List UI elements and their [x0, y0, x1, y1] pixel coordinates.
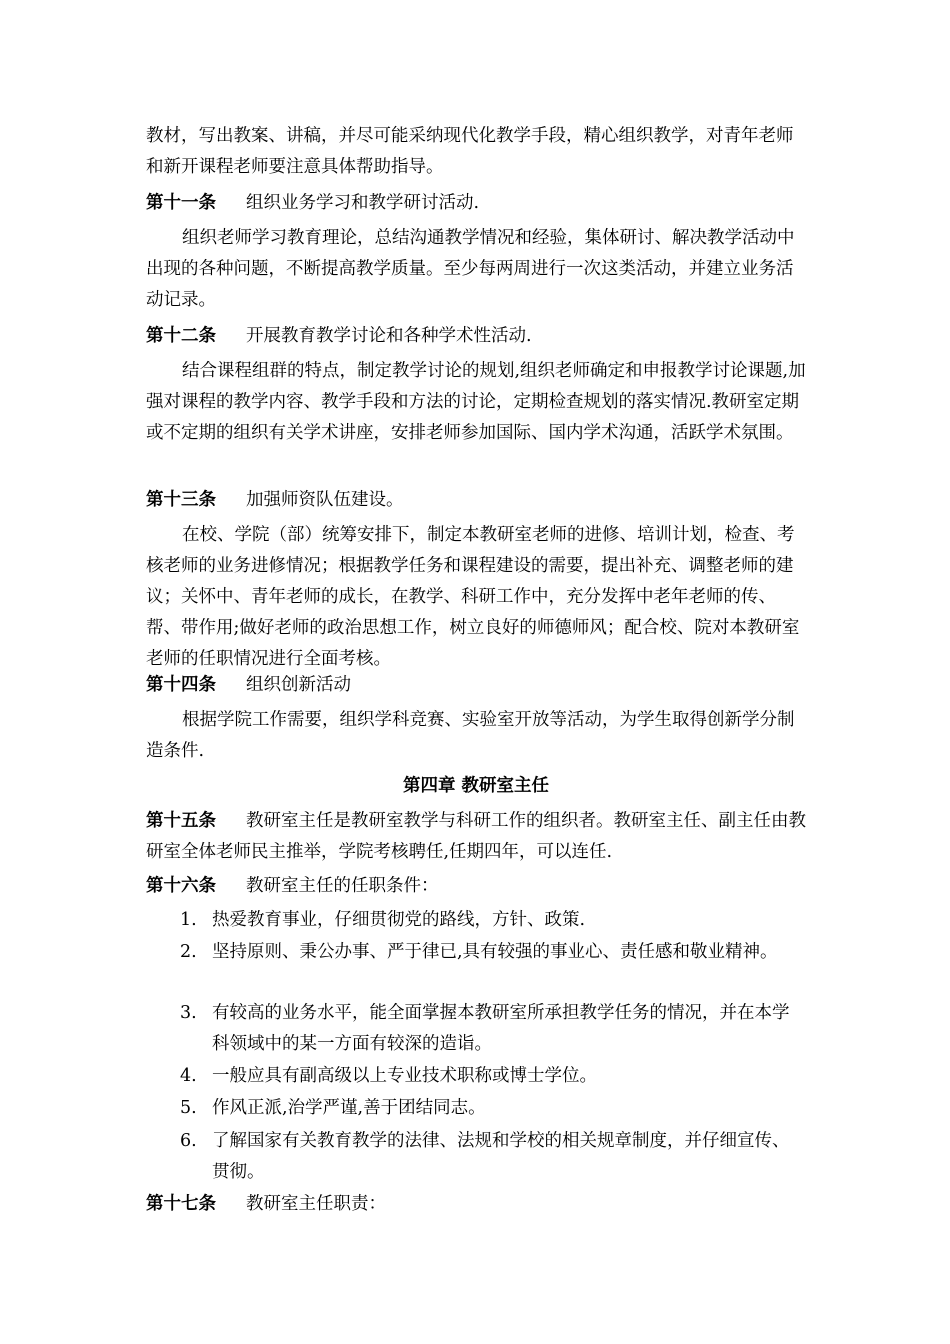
article-14-body: 根据学院工作需要，组织学科竞赛、实验室开放等活动，为学生取得创新学分制造条件. [146, 710, 795, 761]
list-item-text: 坚持原则、秉公办事、严于律已,具有较强的事业心、责任感和敬业精神。 [212, 942, 778, 962]
list-item [180, 998, 806, 1060]
article-14-heading [146, 670, 806, 701]
list-item-text: 热爱教育事业，仔细贯彻党的路线，方针、政策. [212, 910, 586, 930]
list-item [180, 905, 806, 936]
article-13-heading [146, 485, 806, 516]
list-item-number: 5. [180, 1098, 197, 1118]
article-15 [146, 806, 806, 868]
list-item [180, 1093, 806, 1124]
article-12-body: 结合课程组群的特点，制定教学讨论的规划,组织老师确定和申报教学讨论课题,加强对课程的教学内容、教学手段和方法的讨论，定期检查规划的落实情况.教研室定期或不定期的组织有关学术讲座，安排老师参加国际、国内学术沟通，活跃学术氛围。 [146, 361, 806, 443]
list-item-number: 4. [180, 1066, 197, 1086]
list-item-text: 作风正派,治学严谨,善于团结同志。 [212, 1098, 486, 1118]
list-item [180, 937, 806, 968]
article-17-heading [146, 1189, 806, 1220]
list-item-text: 有较高的业务水平，能全面掌握本教研室所承担教学任务的情况，并在本学科领域中的某一方面有较深的造诣。 [212, 1003, 790, 1054]
article-17-title: 教研室主任职责： [246, 1194, 386, 1214]
article-16-title: 教研室主任的任职条件： [246, 876, 439, 896]
article-12-title: 开展教育教学讨论和各种学术性活动. [246, 326, 532, 346]
list-item [180, 1061, 806, 1092]
article-13-number: 第十三条 [146, 490, 216, 510]
article-15-number: 第十五条 [146, 811, 216, 831]
article-12-number: 第十二条 [146, 326, 216, 346]
list-item-text: 了解国家有关教育教学的法律、法规和学校的相关规章制度，并仔细宣传、贯彻。 [212, 1131, 790, 1182]
list-item-number: 3. [180, 1003, 197, 1023]
article-16-number: 第十六条 [146, 876, 216, 896]
list-item-number: 6. [180, 1131, 197, 1151]
article-12-heading [146, 321, 806, 352]
article-15-text: 教研室主任是教研室教学与科研工作的组织者。教研室主任、副主任由教研室全体老师民主推举，学院考核聘任,任期四年，可以连任. [146, 811, 806, 862]
article-17-number: 第十七条 [146, 1194, 216, 1214]
article-13-body: 在校、学院（部）统筹安排下，制定本教研室老师的进修、培训计划，检查、考核老师的业务进修情况；根据教学任务和课程建设的需要，提出补充、调整老师的建议；关怀中、青年老师的成长，在教学、科研工作中，充分发挥中老年老师的传、帮、带作用;做好老师的政治思想工作，树立良好的师德师风；配合校、院对本教研室老师的任职情况进行全面考核。 [146, 525, 800, 669]
article-11-body: 组织老师学习教育理论，总结沟通教学情况和经验，集体研讨、解决教学活动中出现的各种问题，不断提高教学质量。至少每两周进行一次这类活动，并建立业务活动记录。 [146, 228, 795, 310]
list-item-number: 2. [180, 942, 197, 962]
article-14-number: 第十四条 [146, 675, 216, 695]
chapter-4-title: 第四章 教研室主任 [402, 776, 550, 796]
list-item-number: 1. [180, 910, 197, 930]
continuation-paragraph: 教材，写出教案、讲稿，并尽可能采纳现代化教学手段，精心组织教学，对青年老师和新开课程老师要注意具体帮助指导。 [146, 126, 794, 177]
list-item [180, 1126, 806, 1188]
article-11-title: 组织业务学习和教学研讨活动. [246, 193, 480, 213]
article-11-heading [146, 188, 806, 219]
article-13-title: 加强师资队伍建设。 [246, 490, 404, 510]
list-item-text: 一般应具有副高级以上专业技术职称或博士学位。 [212, 1066, 597, 1086]
article-14-title: 组织创新活动 [246, 675, 351, 695]
article-11-number: 第十一条 [146, 193, 216, 213]
article-16-heading [146, 871, 806, 902]
